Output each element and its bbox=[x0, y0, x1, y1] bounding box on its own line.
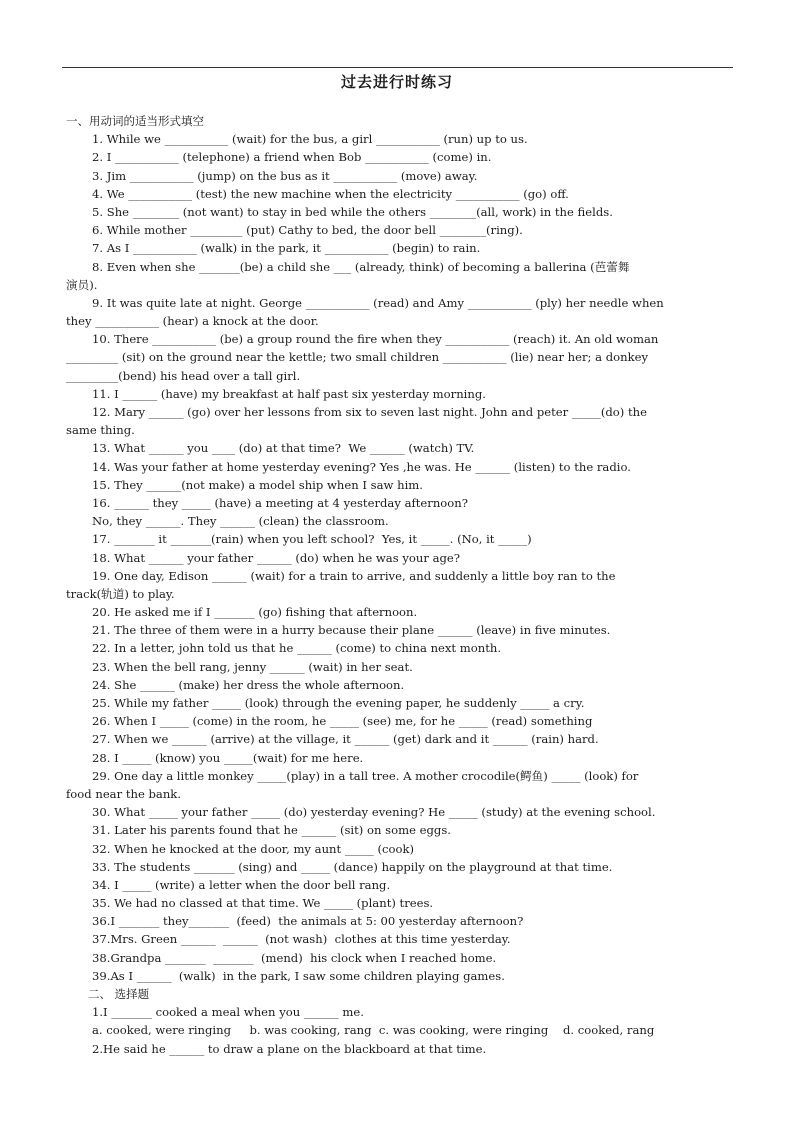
exercise-line: 19. One day, Edison ______ (wait) for a train to arrive, and suddenly a little boy ran to the bbox=[92, 568, 616, 583]
exercise-line: 10. There ___________ (be) a group round the fire when they ___________ (reach) it. An old woman bbox=[92, 332, 659, 347]
exercise-line: track(轨道) to play. bbox=[66, 586, 175, 601]
exercise-line: 17. _______ it _______(rain) when you left school? Yes, it _____. (No, it _____) bbox=[92, 532, 532, 547]
exercise-line: 18. What ______ your father ______ (do) when he was your age? bbox=[92, 550, 460, 565]
exercise-line: 34. I _____ (write) a letter when the door bell rang. bbox=[92, 877, 391, 892]
section-heading-multiple-choice: 二、 选择题 bbox=[88, 987, 150, 1001]
exercise-list bbox=[66, 130, 733, 1058]
exercise-line: 22. In a letter, john told us that he ______ (come) to china next month. bbox=[92, 641, 502, 656]
exercise-line: they ___________ (hear) a knock at the door. bbox=[66, 314, 319, 329]
exercise-line: 6. While mother _________ (put) Cathy to bed, the door bell ________(ring). bbox=[92, 223, 523, 238]
exercise-line: No, they ______. They ______ (clean) the classroom. bbox=[92, 514, 389, 529]
exercise-line: food near the bank. bbox=[66, 786, 182, 801]
exercise-line: 4. We ___________ (test) the new machine when the electricity ___________ (go) off. bbox=[92, 186, 569, 201]
exercise-line: 30. What _____ your father _____ (do) yesterday evening? He _____ (study) at the evening school. bbox=[92, 805, 656, 820]
exercise-line: 1. While we ___________ (wait) for the bus, a girl ___________ (run) up to us. bbox=[92, 132, 528, 147]
exercise-line: 2.He said he ______ to draw a plane on the blackboard at that time. bbox=[92, 1041, 487, 1056]
exercise-line: 14. Was your father at home yesterday evening? Yes ,he was. He ______ (listen) to the radio. bbox=[92, 459, 631, 474]
exercise-line: 36.I _______ they_______ (feed) the animals at 5: 00 yesterday afternoon? bbox=[92, 914, 524, 929]
exercise-line: 8. Even when she _______(be) a child she ___ (already, think) of becoming a ballerina (芭蕾舞 bbox=[92, 259, 630, 274]
exercise-line: 2. I ___________ (telephone) a friend when Bob ___________ (come) in. bbox=[92, 150, 492, 165]
exercise-line: 26. When I _____ (come) in the room, he _____ (see) me, for he _____ (read) something bbox=[92, 714, 593, 729]
exercise-line: 29. One day a little monkey _____(play) in a tall tree. A mother crocodile(鳄鱼) _____ (look) for bbox=[92, 768, 639, 783]
exercise-line: same thing. bbox=[66, 423, 135, 438]
exercise-line: _________(bend) his head over a tall girl. bbox=[66, 368, 301, 383]
exercise-line: 39.As I ______ (walk) in the park, I saw some children playing games. bbox=[92, 968, 505, 983]
exercise-line: 31. Later his parents found that he ______ (sit) on some eggs. bbox=[92, 823, 451, 838]
choice-options: a. cooked, were ringing b. was cooking, rang c. was cooking, were ringing d. cooked, rang bbox=[92, 1023, 655, 1038]
worksheet-body bbox=[66, 112, 733, 1058]
exercise-line: 16. ______ they _____ (have) a meeting at 4 yesterday afternoon? bbox=[92, 495, 468, 510]
header-rule bbox=[62, 67, 733, 68]
exercise-line: 5. She ________ (not want) to stay in bed while the others ________(all, work) in the fields. bbox=[92, 204, 613, 219]
exercise-line: 32. When he knocked at the door, my aunt _____ (cook) bbox=[92, 841, 415, 856]
page-title: 过去进行时练习 bbox=[340, 73, 453, 91]
exercise-line: 25. While my father _____ (look) through the evening paper, he suddenly _____ a cry. bbox=[92, 696, 585, 710]
exercise-line: 9. It was quite late at night. George ___________ (read) and Amy ___________ (ply) her needle when bbox=[92, 295, 664, 310]
exercise-line: 12. Mary ______ (go) over her lessons from six to seven last night. John and peter _____(do) the bbox=[92, 405, 647, 419]
exercise-line: 13. What ______ you ____ (do) at that time? We ______ (watch) TV. bbox=[92, 441, 475, 456]
exercise-line: 15. They ______(not make) a model ship when I saw him. bbox=[92, 477, 423, 492]
exercise-line: 3. Jim ___________ (jump) on the bus as it ___________ (move) away. bbox=[92, 168, 478, 183]
exercise-line: 1.I _______ cooked a meal when you ______ me. bbox=[92, 1005, 364, 1020]
exercise-line: 27. When we ______ (arrive) at the village, it ______ (get) dark and it ______ (rain) hard. bbox=[92, 732, 599, 747]
exercise-line: 演员). bbox=[66, 277, 98, 292]
exercise-line: 35. We had no classed at that time. We _____ (plant) trees. bbox=[92, 896, 434, 911]
exercise-line: 11. I ______ (have) my breakfast at half past six yesterday morning. bbox=[92, 386, 486, 401]
exercise-line: 21. The three of them were in a hurry because their plane ______ (leave) in five minutes. bbox=[92, 623, 611, 638]
exercise-line: 37.Mrs. Green ______ ______ (not wash) clothes at this time yesterday. bbox=[92, 932, 511, 947]
exercise-line: 20. He asked me if I _______ (go) fishing that afternoon. bbox=[92, 605, 418, 620]
exercise-line: 38.Grandpa _______ _______ (mend) his clock when I reached home. bbox=[92, 950, 497, 965]
section-heading-fill-in: 一、用动词的适当形式填空 bbox=[66, 114, 204, 128]
exercise-line: 33. The students _______ (sing) and _____ (dance) happily on the playground at that time. bbox=[92, 859, 613, 874]
exercise-line: 23. When the bell rang, jenny ______ (wait) in her seat. bbox=[92, 659, 413, 674]
exercise-line: 24. She ______ (make) her dress the whole afternoon. bbox=[92, 677, 405, 692]
exercise-line: 7. As I ___________ (walk) in the park, it ___________ (begin) to rain. bbox=[92, 241, 481, 256]
exercise-line: _________ (sit) on the ground near the kettle; two small children ___________ (lie) near her; a donkey bbox=[66, 350, 649, 365]
exercise-line: 28. I _____ (know) you _____(wait) for me here. bbox=[92, 750, 364, 765]
